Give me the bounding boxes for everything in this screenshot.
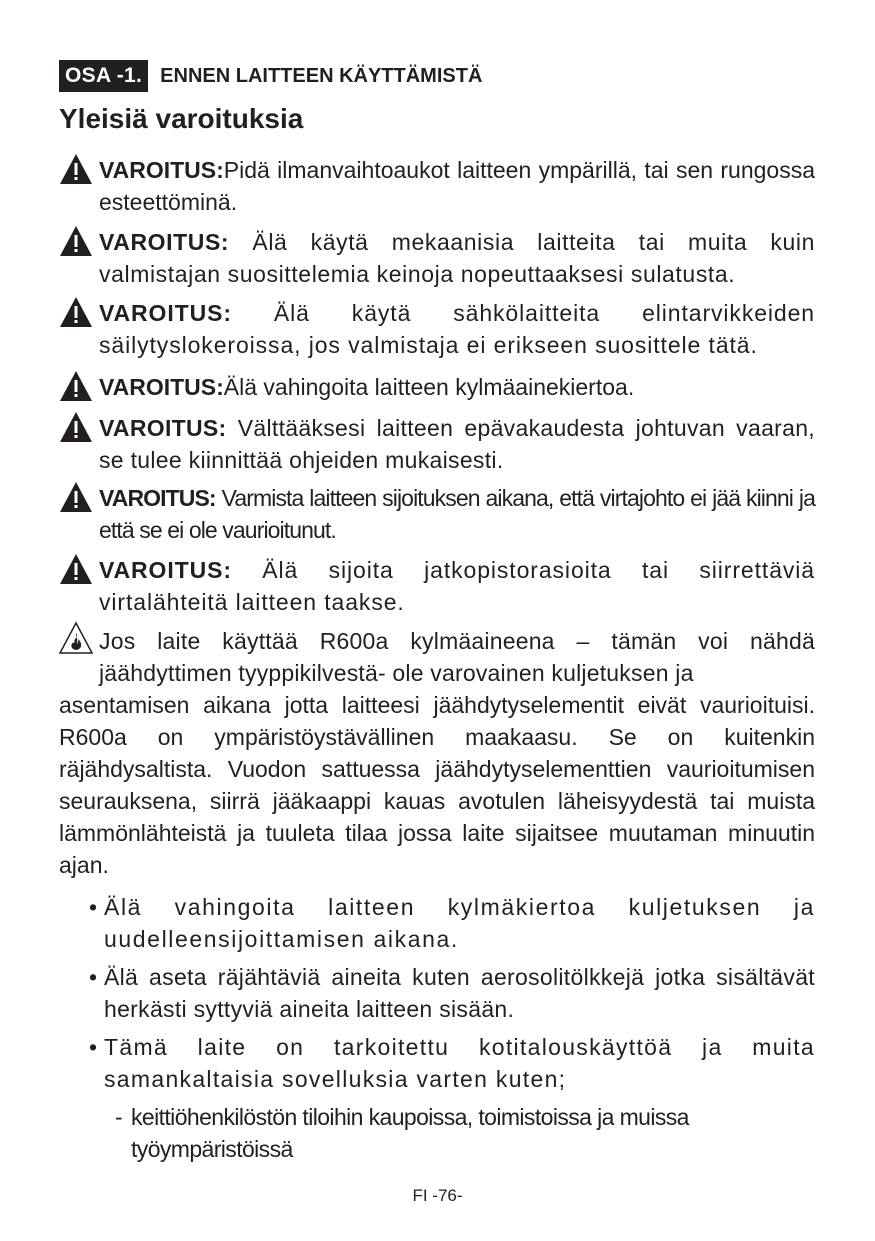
warning-text: Älä vahingoita laitteen kylmäainekiertoa. bbox=[223, 374, 635, 400]
warning-text: Varmista laitteen sijoituksen aikana, että virtajohto ei jää kiinni ja että se ei ole vaurioitunut. bbox=[99, 485, 815, 543]
r600a-paragraph bbox=[59, 625, 815, 881]
r600a-first-lines: Jos laite käyttää R600a kylmäaineena – tämän voi nähdä jäähdyttimen tyyppikilvestä- ole varovainen kuljetuksen ja bbox=[99, 628, 815, 686]
section-badge: OSA -1. bbox=[59, 60, 148, 92]
warning-lead: VAROITUS: bbox=[99, 157, 224, 183]
warning-item bbox=[59, 371, 815, 403]
warning-icon bbox=[59, 152, 99, 186]
sub-list-item: - keittiöhenkilöstön tiloihin kaupoissa, toimistoissa ja muissa työympäristöissä bbox=[115, 1104, 689, 1162]
warning-item bbox=[59, 412, 815, 476]
warning-lead: VAROITUS: bbox=[99, 415, 227, 441]
page-title: Yleisiä varoituksia bbox=[59, 103, 304, 134]
page-number: FI -76- bbox=[412, 1186, 463, 1205]
list-item: • Älä aseta räjähtäviä aineita kuten aerosolitölkkejä jotka sisältävät herkästi syttyviä aineita laitteen sisään. bbox=[89, 964, 815, 1022]
warning-icon bbox=[59, 480, 99, 514]
list-item: • Tämä laite on tarkoitettu kotitalouskäyttöä ja muita samankaltaisia sovelluksia varten kuten; bbox=[89, 1034, 815, 1092]
section-title: ENNEN LAITTEEN KÄYTTÄMISTÄ bbox=[160, 65, 483, 87]
warning-item bbox=[59, 154, 815, 218]
warning-lead: VAROITUS: bbox=[99, 229, 230, 255]
warning-text: Älä käytä sähkölaitteita elintarvikkeiden säilytyslokeroissa, jos valmistaja ei erikseen suosittele tätä. bbox=[99, 300, 815, 358]
warning-item bbox=[59, 482, 815, 546]
warning-lead: VAROITUS: bbox=[99, 557, 232, 583]
warning-item bbox=[59, 297, 815, 361]
warning-item bbox=[59, 226, 815, 290]
list-item: • Älä vahingoita laitteen kylmäkiertoa kuljetuksen ja uudelleensijoittamisen aikana. bbox=[89, 894, 815, 952]
warning-text: Älä sijoita jatkopistorasioita tai siirrettäviä virtalähteitä laitteen taakse. bbox=[99, 557, 815, 615]
warning-icon bbox=[59, 295, 99, 329]
warning-lead: VAROITUS: bbox=[99, 374, 224, 400]
bullet-list bbox=[89, 891, 815, 1101]
warning-icon bbox=[59, 224, 99, 258]
r600a-rest: asentamisen aikana jotta laitteesi jäähdytyselementit eivät vaurioituisi. R600a on ympäristöystävällinen maakaasu. Se on kuitenkin räjähdysaltista. Vuodon sattuessa jäähdytyselementtien vaurioitumisen seurauksena, siirrä jääkaappi kauas avotulen läheisyydestä tai muista lämmönlähteistä ja tuuleta tilaa jossa laite sijaitsee muutaman minuutin ajan. bbox=[59, 692, 815, 878]
warning-text: Pidä ilmanvaihtoaukot laitteen ympärillä, tai sen rungossa esteettöminä. bbox=[99, 157, 815, 215]
flammable-warning-icon bbox=[59, 621, 99, 655]
warning-item bbox=[59, 554, 815, 618]
warning-text: Välttääksesi laitteen epävakaudesta johtuvan vaaran, se tulee kiinnittää ohjeiden mukaisesti. bbox=[99, 415, 815, 473]
warning-text: Älä käytä mekaanisia laitteita tai muita kuin valmistajan suosittelemia keinoja nopeuttaaksesi sulatusta. bbox=[99, 229, 815, 287]
section-header bbox=[59, 60, 482, 92]
warning-lead: VAROITUS: bbox=[99, 300, 232, 326]
warning-icon bbox=[59, 410, 99, 444]
warning-icon bbox=[59, 552, 99, 586]
warning-lead: VAROITUS: bbox=[99, 485, 216, 511]
warning-icon bbox=[59, 369, 99, 403]
